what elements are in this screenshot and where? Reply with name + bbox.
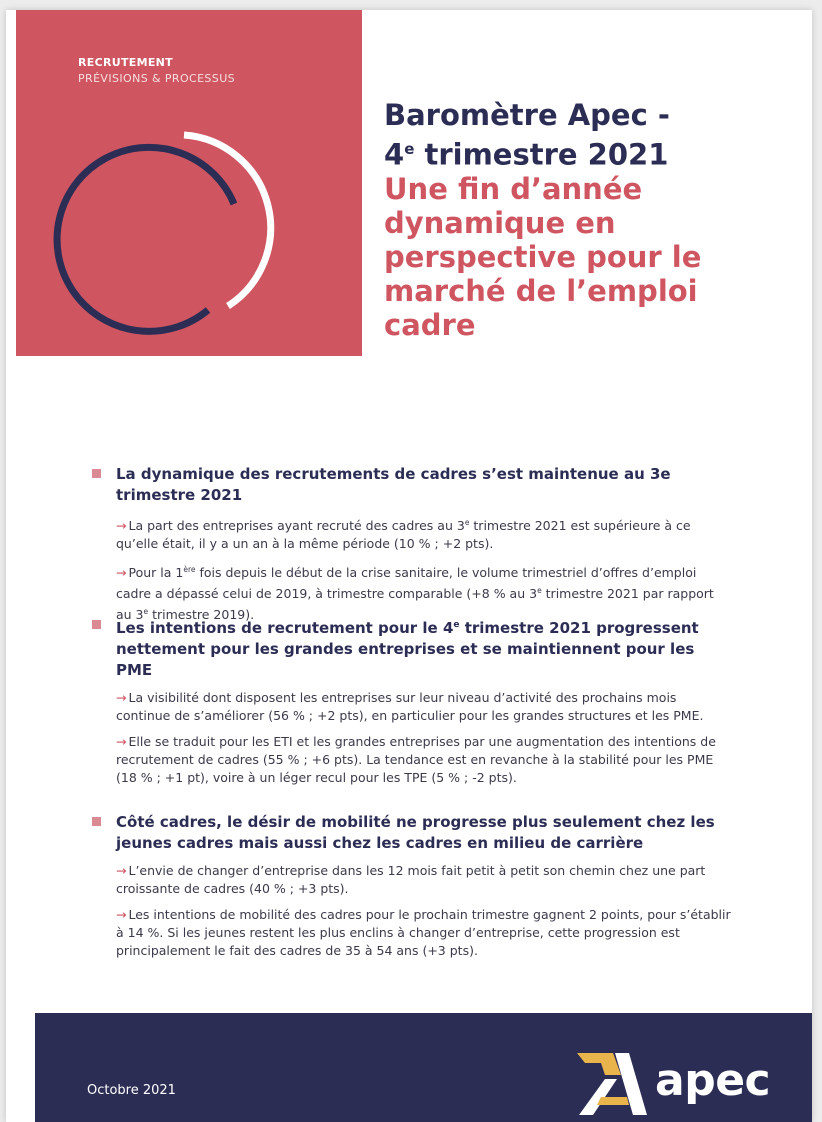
section-1-point-2: → Pour la 1ère fois depuis le début de la crise sanitaire, le volume trimestriel d’offres d’emploi cadre a dépassé celui de 2019, à trimestre comparable (+8 % au 3e trimestre 2021 par rapport au 3e trimestre 2019). (116, 565, 714, 623)
circles-graphic-icon (16, 10, 362, 356)
apec-brand-name: apec (655, 1055, 771, 1106)
title-subtitle-2: dynamique en (384, 205, 616, 240)
page-title (384, 98, 794, 342)
publication-date: Octobre 2021 (87, 1083, 176, 1098)
arrow-icon: → (116, 518, 127, 534)
section-2-point-2: → Elle se traduit pour les ETI et les grandes entreprises par une augmentation des intentions de recrutement de cadres (55 % ; +6 pts). La tendance est en revanche à la stabilité pour les PME (18 % ; +1 pt), voire à un léger recul pour les TPE (5 % ; -2 pts). (116, 734, 716, 785)
title-line-2: 4e trimestre 2021 (384, 137, 669, 172)
section-3-point-1: → L’envie de changer d’entreprise dans les 12 mois fait petit à petit son chemin chez une part croissante de cadres (40 % ; +3 pts). (116, 863, 706, 896)
square-bullet-icon (92, 469, 101, 478)
category-subkicker: PRÉVISIONS & PROCESSUS (78, 72, 236, 85)
title-line-1: Baromètre Apec - (384, 98, 670, 132)
title-subtitle-5: cadre (384, 307, 476, 342)
square-bullet-icon (92, 620, 101, 629)
title-subtitle-3: perspective pour le (384, 239, 702, 274)
section-1 (92, 464, 732, 625)
apec-logo-icon (575, 1049, 647, 1117)
section-1-title: La dynamique des recrutements de cadres s’est maintenue au 3e trimestre 2021 (116, 465, 671, 504)
document-page (6, 10, 812, 1122)
category-kicker: RECRUTEMENT (78, 56, 173, 69)
section-3-title: Côté cadres, le désir de mobilité ne progresse plus seulement chez les jeunes cadres mais aussi chez les cadres en milieu de carrière (116, 813, 715, 852)
arrow-icon: → (116, 690, 127, 705)
title-subtitle-1: Une fin d’année (384, 171, 643, 206)
title-subtitle-4: marché de l’emploi (384, 273, 698, 308)
footer-band (35, 1013, 812, 1122)
arrow-icon: → (116, 565, 127, 581)
section-2 (92, 615, 732, 787)
arrow-icon: → (116, 863, 127, 878)
arrow-icon: → (116, 907, 127, 922)
square-bullet-icon (92, 817, 101, 826)
section-1-point-1: → La part des entreprises ayant recruté des cadres au 3e trimestre 2021 est supérieure à ce qu’elle était, il y a un an à la même période (10 % ; +2 pts). (116, 518, 691, 552)
arrow-icon: → (116, 734, 127, 749)
section-2-point-1: → La visibilité dont disposent les entreprises sur leur niveau d’activité des prochains mois continue de s’améliorer (56 % ; +2 pts), en particulier pour les grandes structures et les PME. (116, 690, 704, 723)
section-3-point-2: → Les intentions de mobilité des cadres pour le prochain trimestre gagnent 2 points, pour s’établir à 14 %. Si les jeunes restent les plus enclins à changer d’entreprise, cette progression est principalement le fait des cadres de 35 à 54 ans (+3 pts). (116, 907, 731, 958)
section-3 (92, 812, 732, 960)
section-2-title: Les intentions de recrutement pour le 4e trimestre 2021 progressent nettement pour les grandes entreprises et se maintiennent pour les PME (116, 619, 699, 679)
